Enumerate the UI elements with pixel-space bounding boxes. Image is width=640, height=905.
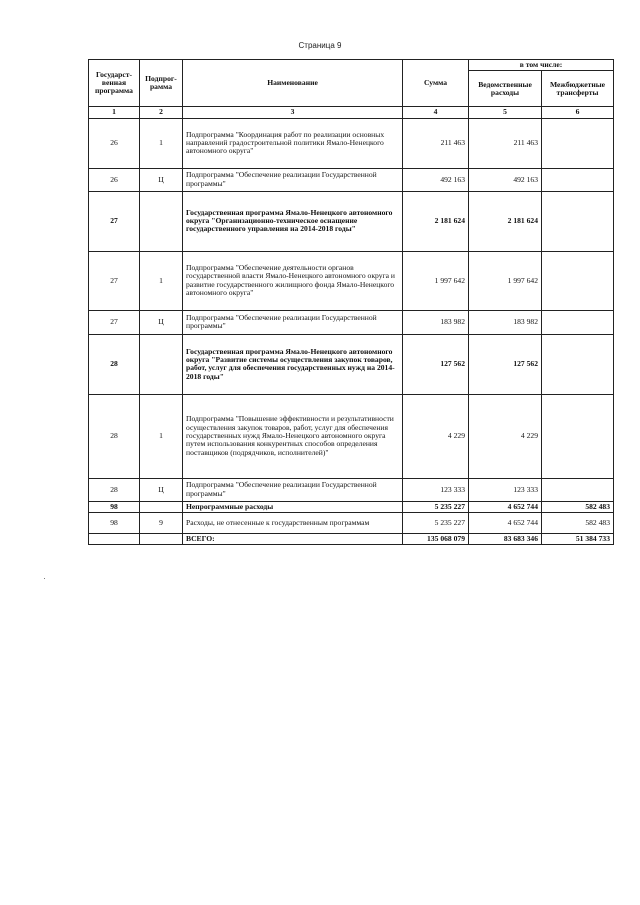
- budget-table: [88, 59, 614, 545]
- table-row: [89, 334, 614, 394]
- sum-cell: 4 229: [403, 394, 469, 478]
- program-number-cell: 26: [89, 118, 140, 168]
- name-cell: ВСЕГО:: [183, 534, 403, 545]
- col-index: 5: [469, 107, 542, 118]
- program-number-cell: 28: [89, 334, 140, 394]
- subprogram-code-cell: [140, 534, 183, 545]
- sum-cell: 2 181 624: [403, 191, 469, 251]
- name-cell: Государственная программа Ямало-Ненецкого автономного округа "Развитие системы осуществления закупок товаров, работ, услуг для обеспечения государственных нужд на 2014-2018 годы": [183, 334, 403, 394]
- dept-expenses-cell: 2 181 624: [469, 191, 542, 251]
- col-index: 6: [542, 107, 614, 118]
- table-row: [89, 394, 614, 478]
- table-row: [89, 513, 614, 534]
- program-number-cell: 26: [89, 168, 140, 191]
- transfers-cell: [542, 118, 614, 168]
- name-cell: Подпрограмма "Координация работ по реализации основных направлений градостроительной политики Ямало-Ненецкого автономного округа": [183, 118, 403, 168]
- name-cell: Подпрограмма "Обеспечение деятельности органов государственной власти Ямало-Ненецкого автономного округа и развитие государственного жилищного фонда Ямало-Ненецкого автономного округа": [183, 251, 403, 310]
- subprogram-code-cell: [140, 334, 183, 394]
- table-row: [89, 310, 614, 334]
- sum-cell: 1 997 642: [403, 251, 469, 310]
- subprogram-code-cell: Ц: [140, 310, 183, 334]
- sum-cell: 135 068 079: [403, 534, 469, 545]
- col-index: 3: [183, 107, 403, 118]
- name-cell: Расходы, не отнесенные к государственным программам: [183, 513, 403, 534]
- dept-expenses-cell: 83 683 346: [469, 534, 542, 545]
- dept-expenses-cell: 1 997 642: [469, 251, 542, 310]
- dept-expenses-cell: 127 562: [469, 334, 542, 394]
- transfers-cell: [542, 310, 614, 334]
- table-row: [89, 118, 614, 168]
- table-row: [89, 168, 614, 191]
- program-number-cell: 27: [89, 310, 140, 334]
- subprogram-code-cell: Ц: [140, 168, 183, 191]
- subprogram-code-cell: 1: [140, 251, 183, 310]
- dept-expenses-cell: 4 652 744: [469, 513, 542, 534]
- name-cell: Подпрограмма "Повышение эффективности и результативности осуществления закупок товаров, работ, услуг для обеспечения государственных нужд Ямало-Ненецкого автономного округа путем использования конкурентных способов определения поставщиков (подрядчиков, исполнителей)": [183, 394, 403, 478]
- subprogram-code-cell: 1: [140, 118, 183, 168]
- program-number-cell: 27: [89, 251, 140, 310]
- transfers-cell: [542, 478, 614, 501]
- transfers-cell: [542, 251, 614, 310]
- subprogram-code-cell: 1: [140, 394, 183, 478]
- sum-cell: 5 235 227: [403, 513, 469, 534]
- sum-cell: 183 982: [403, 310, 469, 334]
- program-number-cell: 27: [89, 191, 140, 251]
- subprogram-code-cell: 9: [140, 513, 183, 534]
- transfers-cell: [542, 334, 614, 394]
- dept-expenses-cell: 4 652 744: [469, 501, 542, 512]
- name-cell: Подпрограмма "Обеспечение реализации Государственной программы": [183, 168, 403, 191]
- program-number-cell: 98: [89, 501, 140, 512]
- transfers-cell: 582 483: [542, 501, 614, 512]
- dept-expenses-cell: 183 982: [469, 310, 542, 334]
- table-row: [89, 478, 614, 501]
- header-program: Государст-венная программа: [89, 60, 140, 107]
- table-row: [89, 501, 614, 512]
- col-index: 1: [89, 107, 140, 118]
- header-subprogram: Подпрог-рамма: [140, 60, 183, 107]
- sum-cell: 5 235 227: [403, 501, 469, 512]
- program-number-cell: 28: [89, 478, 140, 501]
- name-cell: Государственная программа Ямало-Ненецкого автономного округа "Организационно-техническое оснащение государственного управления на 2014-2018 годы": [183, 191, 403, 251]
- program-number-cell: 28: [89, 394, 140, 478]
- transfers-cell: 51 384 733: [542, 534, 614, 545]
- table-row: [89, 251, 614, 310]
- header-transfers: Межбюджетные трансферты: [542, 71, 614, 107]
- subprogram-code-cell: Ц: [140, 478, 183, 501]
- dept-expenses-cell: 4 229: [469, 394, 542, 478]
- table-row: [89, 191, 614, 251]
- col-index: 2: [140, 107, 183, 118]
- transfers-cell: [542, 191, 614, 251]
- header-dept-expenses: Ведомственные расходы: [469, 71, 542, 107]
- table-row: [89, 534, 614, 545]
- transfers-cell: 582 483: [542, 513, 614, 534]
- name-cell: Подпрограмма "Обеспечение реализации Государственной программы": [183, 478, 403, 501]
- sum-cell: 127 562: [403, 334, 469, 394]
- dept-expenses-cell: 492 163: [469, 168, 542, 191]
- name-cell: Подпрограмма "Обеспечение реализации Государственной программы": [183, 310, 403, 334]
- name-cell: Непрограммные расходы: [183, 501, 403, 512]
- subprogram-code-cell: [140, 501, 183, 512]
- transfers-cell: [542, 168, 614, 191]
- col-index: 4: [403, 107, 469, 118]
- column-index-row: [89, 107, 614, 118]
- sum-cell: 211 463: [403, 118, 469, 168]
- sum-cell: 123 333: [403, 478, 469, 501]
- program-number-cell: [89, 534, 140, 545]
- dept-expenses-cell: 123 333: [469, 478, 542, 501]
- program-number-cell: 98: [89, 513, 140, 534]
- sum-cell: 492 163: [403, 168, 469, 191]
- transfers-cell: [542, 394, 614, 478]
- header-sum: Сумма: [403, 60, 469, 107]
- dept-expenses-cell: 211 463: [469, 118, 542, 168]
- subprogram-code-cell: [140, 191, 183, 251]
- table-body: [89, 118, 614, 545]
- page-number-label: Страница 9: [298, 41, 342, 50]
- scan-artifact-dot: [44, 578, 45, 579]
- header-name: Наименование: [183, 60, 403, 107]
- header-including: в том числе:: [469, 60, 614, 71]
